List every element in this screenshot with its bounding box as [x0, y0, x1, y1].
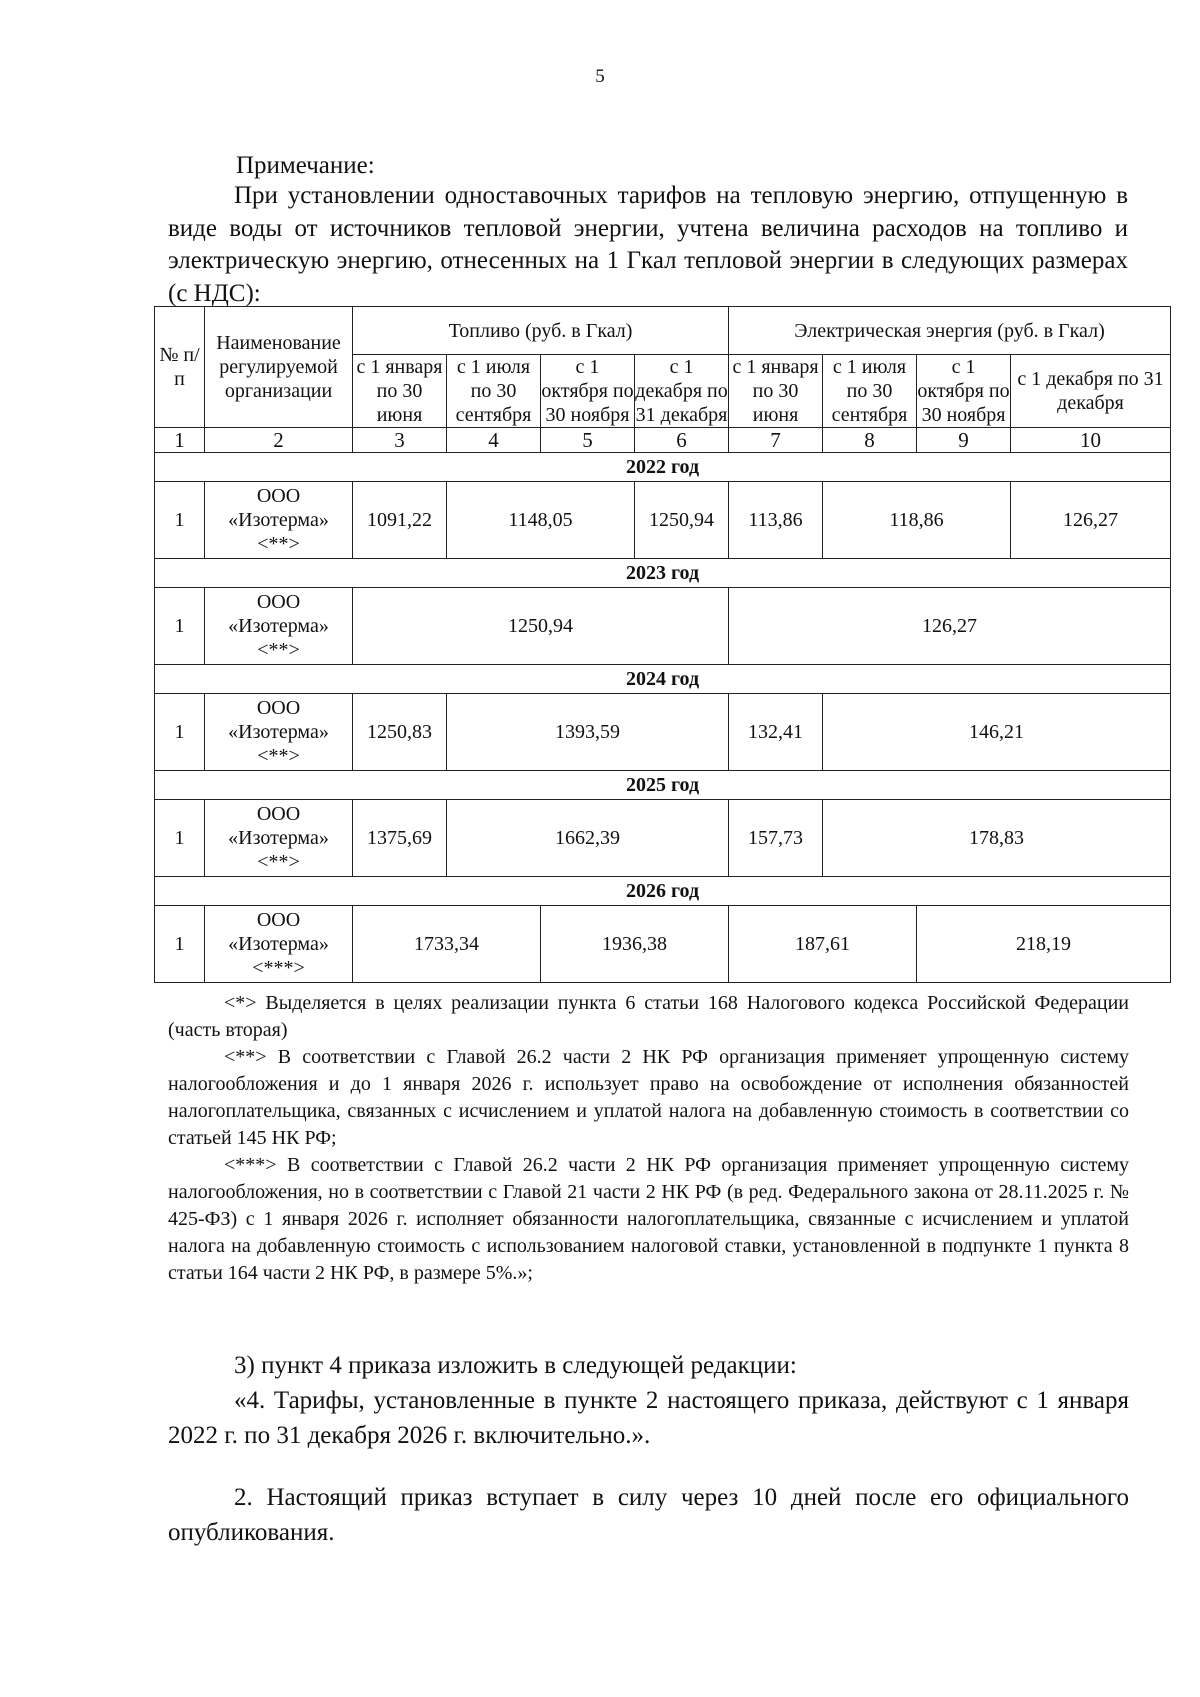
row-number: 1 — [155, 800, 205, 877]
fuel-value: 1250,94 — [635, 482, 729, 559]
clause-3-intro: 3) пункт 4 приказа изложить в следующей редакции: — [234, 1352, 797, 1379]
org-form: ООО — [256, 697, 301, 719]
row-number: 1 — [155, 694, 205, 771]
column-number: 2 — [205, 428, 353, 453]
header-org: Наименование регулируемой организации — [205, 307, 353, 428]
org-footnote-mark: <**> — [257, 639, 300, 661]
org-title: «Изотерма» — [228, 615, 329, 637]
clause-3 — [168, 1348, 1129, 1453]
column-number: 10 — [1011, 428, 1171, 453]
column-number: 5 — [541, 428, 635, 453]
org-footnote-mark: <***> — [252, 957, 305, 979]
clause-2-text: 2. Настоящий приказ вступает в силу через 10 дней после его официального опубликования. — [168, 1484, 1129, 1546]
org-form: ООО — [256, 803, 301, 825]
row-number: 1 — [155, 906, 205, 983]
fuel-value: 1733,34 — [353, 906, 541, 983]
tariff-table — [154, 306, 1171, 983]
org-form: ООО — [256, 591, 301, 613]
column-number: 1 — [155, 428, 205, 453]
org-form: ООО — [256, 485, 301, 507]
fuel-value: 1250,94 — [353, 588, 729, 665]
header-electric: Электрическая энергия (руб. в Гкал) — [729, 307, 1171, 355]
column-number: 8 — [823, 428, 917, 453]
year-row: 2024 год — [155, 665, 1171, 694]
footnote: <*> Выделяется в целях реализации пункта 6 статьи 168 Налогового кодекса Российской Федерации (часть вторая) — [168, 992, 1129, 1041]
row-number: 1 — [155, 588, 205, 665]
electric-value: 157,73 — [729, 800, 823, 877]
footnote: <***> В соответствии с Главой 26.2 части 2 НК РФ организация применяет упрощенную систему налогообложения, но в соответствии с Главой 21 части 2 НК РФ (в ред. Федерального закона от 28.11.2025 г. № 425-ФЗ) с 1 января 2026 г. исполняет обязанности налогоплательщика, связанные с исчислением и уплатой налога на добавленную стоимость с использованием налоговой ставки, установленной в подпункте 1 пункта 8 статьи 164 части 2 НК РФ, в размере 5%.»; — [168, 1154, 1129, 1284]
clause-3-text: «4. Тарифы, установленные в пункте 2 настоящего приказа, действуют с 1 января 2022 г. по 31 декабря 2026 г. включительно.». — [168, 1387, 1129, 1449]
org-name — [205, 800, 353, 877]
org-footnote-mark: <**> — [257, 851, 300, 873]
fuel-value: 1936,38 — [541, 906, 729, 983]
org-name — [205, 588, 353, 665]
page-number: 5 — [595, 66, 605, 87]
org-title: «Изотерма» — [228, 509, 329, 531]
org-title: «Изотерма» — [228, 933, 329, 955]
org-form: ООО — [256, 909, 301, 931]
electric-value: 118,86 — [823, 482, 1011, 559]
year-row: 2026 год — [155, 877, 1171, 906]
org-name — [205, 906, 353, 983]
header-period: с 1 октября по 30 ноября — [541, 356, 634, 426]
column-number: 3 — [353, 428, 447, 453]
footnote: <**> В соответствии с Главой 26.2 части 2 НК РФ организация применяет упрощенную систему налогообложения и до 1 января 2026 г. использует право на освобождение от исполнения обязанностей налогоплательщика, связанных с исчислением и уплатой налога на добавленную стоимость в соответствии со статьей 145 НК РФ; — [168, 1046, 1129, 1149]
org-footnote-mark: <**> — [257, 533, 300, 555]
electric-value: 126,27 — [729, 588, 1171, 665]
column-number: 9 — [917, 428, 1011, 453]
fuel-value: 1375,69 — [353, 800, 447, 877]
column-number: 6 — [635, 428, 729, 453]
footnotes — [168, 990, 1129, 1287]
column-number: 7 — [729, 428, 823, 453]
fuel-value: 1148,05 — [447, 482, 635, 559]
electric-value: 218,19 — [917, 906, 1171, 983]
clause-2 — [168, 1480, 1129, 1550]
header-period: с 1 декабря по 31 декабря — [1011, 355, 1171, 428]
org-title: «Изотерма» — [228, 721, 329, 743]
header-fuel: Топливо (руб. в Гкал) — [353, 307, 729, 355]
electric-value: 132,41 — [729, 694, 823, 771]
year-row: 2022 год — [155, 453, 1171, 482]
electric-value: 146,21 — [823, 694, 1171, 771]
electric-value: 178,83 — [823, 800, 1171, 877]
fuel-value: 1250,83 — [353, 694, 447, 771]
header-period: с 1 декабря по 31 декабря — [635, 356, 728, 426]
note-title: Примечание: — [236, 152, 375, 179]
electric-value: 113,86 — [729, 482, 823, 559]
electric-value: 126,27 — [1011, 482, 1171, 559]
electric-value: 187,61 — [729, 906, 917, 983]
header-period: с 1 октября по 30 ноября — [917, 356, 1010, 426]
header-period: с 1 января по 30 июня — [353, 355, 447, 428]
row-number: 1 — [155, 482, 205, 559]
note-body: При установлении одноставочных тарифов на тепловую энергию, отпущенную в виде воды от источников тепловой энергии, учтена величина расходов на топливо и электрическую энергию, отнесенных на 1 Гкал тепловой энергии в следующих размерах (с НДС): — [168, 182, 1128, 307]
org-name — [205, 694, 353, 771]
header-period: с 1 января по 30 июня — [729, 355, 823, 428]
org-title: «Изотерма» — [228, 827, 329, 849]
header-num: № п/п — [155, 307, 205, 428]
header-period: с 1 июля по 30 сентября — [447, 355, 541, 428]
fuel-value: 1091,22 — [353, 482, 447, 559]
header-period: с 1 июля по 30 сентября — [823, 355, 917, 428]
org-footnote-mark: <**> — [257, 745, 300, 767]
fuel-value: 1393,59 — [447, 694, 729, 771]
column-number: 4 — [447, 428, 541, 453]
org-name — [205, 482, 353, 559]
fuel-value: 1662,39 — [447, 800, 729, 877]
year-row: 2023 год — [155, 559, 1171, 588]
year-row: 2025 год — [155, 771, 1171, 800]
